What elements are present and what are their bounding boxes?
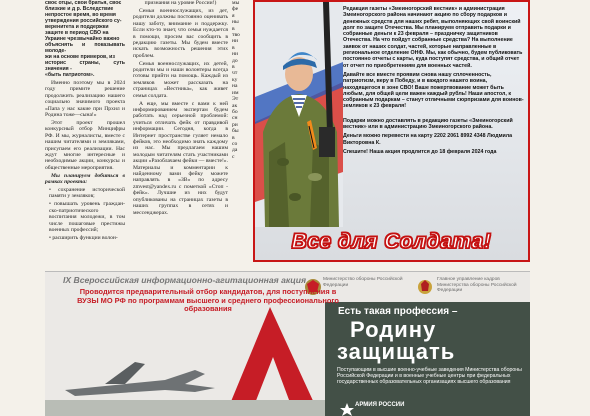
article-bullet: • расширить функции волон- bbox=[49, 234, 118, 241]
clipped-word: чт bbox=[232, 70, 238, 77]
ad-profession-title-2: защищать bbox=[337, 339, 456, 364]
ad-tagline: IX Всероссийская информационно-агитационная акция bbox=[63, 275, 307, 285]
clipped-word: с bbox=[232, 153, 235, 160]
clipped-word: в bbox=[232, 64, 235, 71]
ad-org-personnel: Главное управление кадров Министерства обороны Российской Федерации bbox=[437, 277, 517, 294]
lead-line: историс страны, суть значения - bbox=[45, 60, 125, 72]
article-lead bbox=[45, 0, 125, 78]
lead-line: своє отцы, свои братья, своє bbox=[45, 0, 122, 6]
clipped-word: в bbox=[232, 44, 235, 51]
lead-line: защите в период СВО на bbox=[45, 30, 109, 36]
lead-line: утверждения российского су- bbox=[45, 18, 122, 24]
soldier-appeal-banner bbox=[253, 0, 530, 262]
clipped-word: мы bbox=[232, 0, 240, 6]
clipped-word: ку bbox=[232, 76, 238, 83]
appeal-paragraph: Редакция газеты «Змеиногорский вестник» и администрация Змеиногорского района начинают акцию по сбору подарков и денежных средств для наших ребят, выполняющих свой воинский долг по защите Отечества. Мы планируем отправить подарки и собранные деньги к 23 февраля – праздничку защитников Отечества. На что пойдут собранные средства? На выполнение заявок от наших солдат, частей, которые направленные в региональное отделение ОНФ. Мы, как обычно, будем публиковать постоянно отчеты с карты, куда поступят средства, и общий отчет от отчет по приобретениям для военных частей. bbox=[343, 6, 523, 69]
clipped-word: бы bbox=[232, 128, 239, 135]
article-bullet: • повышать уровень граждан-ско-патриотического воспитания молодежи, в том числе пошаговые престижы военных профессий; bbox=[49, 201, 125, 233]
ad-profession-description: Поступающим в высшие военно-учебные заведения Министерства обороны Российской Федерации и в военные учебные центры при федеральных государственных образовательных организациях высшего образования bbox=[337, 367, 522, 385]
ad-army-logo-text: АРМИЯ РОССИИ bbox=[355, 402, 405, 408]
recruitment-ad bbox=[45, 271, 530, 416]
clipped-word: тво bbox=[232, 32, 240, 39]
clipped-word: на bbox=[232, 83, 238, 90]
clipped-word: ны bbox=[232, 19, 239, 26]
clipped-word: в bbox=[232, 134, 235, 141]
article-bullet: • сохранение исторической памяти у земляков; bbox=[49, 187, 125, 200]
lead-line: близкие и д р. Вследствие bbox=[45, 6, 114, 12]
clipped-word: Эт bbox=[232, 96, 239, 103]
ad-profession-title-1: Родину bbox=[350, 317, 437, 342]
clipped-word: ни bbox=[232, 38, 238, 45]
clipped-word: им bbox=[232, 89, 239, 96]
clipped-word: в bbox=[232, 25, 235, 32]
article-paragraph: Семьи военнослужащих, из дет, родители должны постоянно оценивать нашу заботу, внимание и поддержку. Если кто-то знает, что семья нуждается в помощи, просим вас сообщить в редакцию газеты. Мы будем вместе искать возможность решения этих проблем. bbox=[133, 7, 228, 59]
article-subheading: Мы планируем добиться в рамках проекта: bbox=[45, 172, 125, 186]
article-paragraph: А еще, мы вместе с вами к ней информированием экспертам будем работать над серьезной проблемой: учиться отличать фейк от правдивой информации. Сегодня, когда в Интернет пространстве гуляет немало фейков, это необходимо знать каждому из нас. Мы предлагаем нашим молодым читателям стать участниками акции «Разоблачаем фейки — вместе!». Материалы и комментарии к найденному вами фейку можете направлять в «ЗВ» по адресу zmvest@yandex.ru с пометкой «Стоп - фейк». Лучшие из них будут опубликованы на страницах газеты в наших группах в сетях и мессенджерах. bbox=[133, 100, 228, 216]
lead-line: объяснять и показывать молоде- bbox=[45, 42, 125, 54]
clipped-word: да bbox=[232, 147, 238, 154]
banner-slogan: Все для Солдата! bbox=[291, 230, 492, 253]
clipped-word: ни bbox=[232, 51, 238, 58]
clipped-word: бо bbox=[232, 108, 238, 115]
article-paragraph: Этот проект прошел конкурсный отбор Минцифры РФ. И мы, журналисты, вместе с нашим читателями и земляками, присупаем его реализации. Нас ждут многие интересные и необходимые акции, конкурсы и общественные мероприятия. bbox=[45, 119, 125, 171]
appeal-paragraph: Давайте все вместе проявим снова нашу сплоченность, патриотизм, веру в Победу, и в каждого нашего воина, находящегося в зоне СВО! Ваше пожертвование может быть любым, для общей цели важен каждый рубль! Наши апостол, к собранным подаркам – станут отличными сюрпризами для воинов-земляков к 23 февраля! bbox=[343, 71, 524, 110]
ad-org-ministry: Министерство обороны Российской Федерации bbox=[323, 277, 403, 288]
lead-line: Украине чрезвычайно важно bbox=[45, 36, 120, 42]
clipped-word: до bbox=[232, 57, 238, 64]
ad-heading: Проводится предварительный отбор кандидатов, для поступления в ВУЗЫ МО РФ по программам высшего и среднего профессионального образования bbox=[77, 287, 339, 314]
article-column-1 bbox=[45, 0, 125, 243]
article-column-3-clipped bbox=[232, 0, 249, 160]
article-paragraph: Семья военнослужащих, их детей, родители мы и наши волонтеры всегда готовы прийти на помощь. Каждый из земляков может рассказать на страницах «Вестника», как живет семья солдата. bbox=[133, 60, 228, 99]
lead-line: «быть патриотом». bbox=[45, 72, 95, 78]
clipped-word: фе bbox=[232, 6, 239, 13]
appeal-body bbox=[255, 6, 525, 158]
clipped-word: сн bbox=[232, 115, 238, 122]
lead-line: непростое время, во время bbox=[45, 12, 116, 18]
ad-profession-intro: Есть такая профессия – bbox=[338, 306, 458, 317]
article-paragraph: Именно поэтому мы в 2024 году примите решение продолжить реализацию нашего социально значимого проекта «Папа у нас какие при Прхил и Родина тоже—сына!» bbox=[45, 80, 125, 119]
clipped-word: я bbox=[232, 12, 235, 19]
appeal-paragraph: Деньги можно перевести на карту 2202 2061 8992 4348 Людмила Викторовна К. bbox=[343, 133, 513, 146]
article-paragraph: признания на уровне России!) bbox=[144, 0, 217, 6]
appeal-paragraph: Спешите! Наша акция продлится до 18 февраля 2024 года bbox=[343, 148, 497, 155]
lead-line: веренитета и поддержки bbox=[45, 24, 109, 30]
clipped-word: ри bbox=[232, 121, 238, 128]
clipped-word: ак bbox=[232, 102, 238, 109]
lead-line: жи на основе примеров, из bbox=[45, 54, 115, 60]
clipped-word: со bbox=[232, 140, 238, 147]
article-column-2 bbox=[133, 0, 228, 217]
appeal-paragraph: Подарки можно доставлять в редакцию газеты «Змеиногорский вестник» или в администрацию Змеиногорского района. bbox=[343, 117, 513, 131]
